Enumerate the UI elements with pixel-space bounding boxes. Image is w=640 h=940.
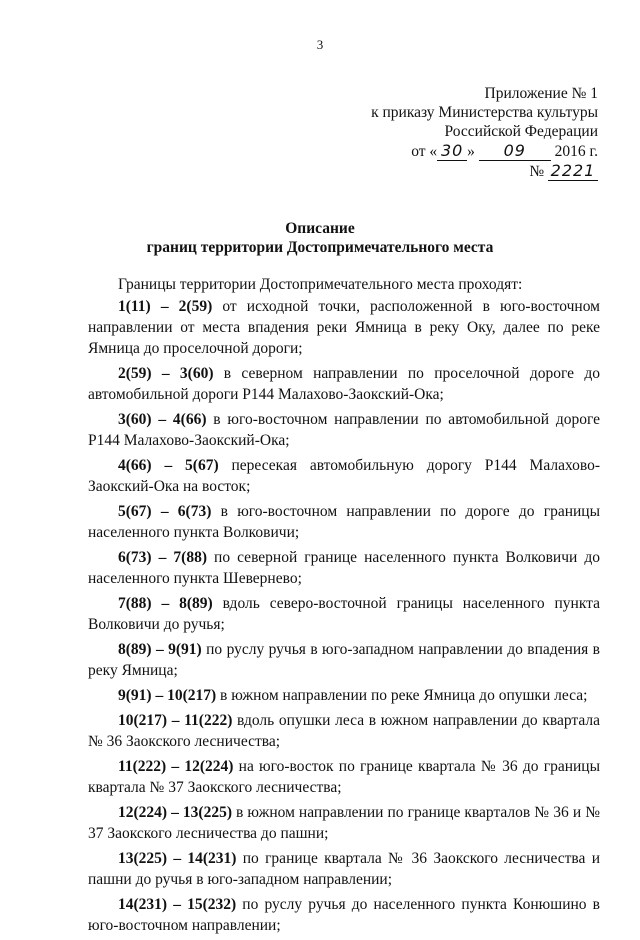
segment-text: по руслу ручья до населенного пункта Конюшино в юго-восточном направлении; [88,896,600,934]
number-prefix: № [529,163,545,180]
segment-text: в южном направлении по реке Ямница до опушки леса; [216,687,588,704]
segment-text: в северном направлении по проселочной дороге до автомобильной дороги Р144 Малахово-Заокский-Ока; [88,365,600,403]
boundary-segment [88,547,600,589]
heading-title: Описание [285,220,355,237]
boundary-segment [88,848,600,890]
segment-points: 10(217) – 11(222) [118,712,233,729]
boundary-segment [88,802,600,844]
boundary-segment [88,639,600,681]
appendix-date-line [371,141,598,161]
boundary-segment [88,455,600,497]
date-day: 30 [437,141,467,161]
date-mid: » [467,143,475,160]
segment-points: 4(66) – 5(67) [118,457,219,474]
segment-points: 7(88) – 8(89) [118,595,213,612]
segment-points: 5(67) – 6(73) [118,503,212,520]
segment-points: 14(231) – 15(232) [118,896,237,913]
boundary-segment [88,593,600,635]
segment-text: в южном направлении по границе кварталов № 36 и № 37 Заокского лесничества до пашни; [88,804,600,842]
appendix-order-line: к приказу Министерства культуры [371,104,598,121]
segment-points: 3(60) – 4(66) [118,411,207,428]
date-year: 2016 г. [554,143,598,160]
intro-paragraph: Границы территории Достопримечательного места проходят: [118,276,523,293]
segment-text: пересекая автомобильную дорогу Р144 Малахово-Заокский-Ока на восток; [88,457,600,495]
segment-points: 2(59) – 3(60) [118,365,214,382]
appendix-federation-line: Российской Федерации [444,123,598,140]
appendix-block [371,84,598,181]
order-number: 2221 [548,161,598,181]
segment-points: 8(89) – 9(91) [118,641,202,658]
boundary-segment [88,756,600,798]
boundary-segment [88,501,600,543]
appendix-number-line [371,161,598,181]
segment-text: вдоль северо-восточной границы населенного пункта Волковичи до ручья; [88,595,600,633]
date-month: 09 [479,141,551,161]
segment-text: по северной границе населенного пункта Волковичи до населенного пункта Шевернево; [88,549,600,587]
boundary-segment [88,296,600,359]
boundary-segment [88,363,600,405]
segment-text: вдоль опушки леса в южном направлении до квартала № 36 Заокского лесничества; [88,712,601,750]
segment-text: на юго-восток по границе квартала № 36 до границы квартала № 37 Заокского лесничества; [88,758,600,796]
segment-text: в юго-восточном направлении по автомобильной дороге Р144 Малахово-Заокский-Ока; [88,411,600,449]
date-prefix: от « [411,143,438,160]
boundary-description [88,274,600,940]
segment-points: 1(11) – 2(59) [118,298,213,315]
segment-points: 9(91) – 10(217) [118,687,217,704]
appendix-title: Приложение № 1 [484,85,598,102]
segment-points: 11(222) – 12(224) [118,758,234,775]
page-number: 3 [316,37,324,52]
boundary-segment [88,409,600,451]
segment-text: от исходной точки, расположенной в юго-восточном направлении от места впадения реки Ямница в реку Оку, далее по реке Ямница до проселочной дороги; [88,298,600,357]
document-heading [0,219,640,257]
segment-points: 12(224) – 13(225) [118,804,232,821]
segment-text: в юго-восточном направлении по дороге до границы населенного пункта Волковичи; [88,503,600,541]
segment-text: по границе квартала № 36 Заокского лесничества и пашни до ручья в юго-западном направлении; [88,850,600,888]
boundary-segment [88,710,600,752]
segment-text: по руслу ручья в юго-западном направлении до впадения в реку Ямница; [88,641,600,679]
segment-points: 6(73) – 7(88) [118,549,207,566]
boundary-segment [88,685,600,706]
boundary-segment [88,894,600,936]
heading-subtitle: границ территории Достопримечательного места [146,239,494,256]
boundary-segments [88,296,600,936]
segment-points: 13(225) – 14(231) [118,850,237,867]
